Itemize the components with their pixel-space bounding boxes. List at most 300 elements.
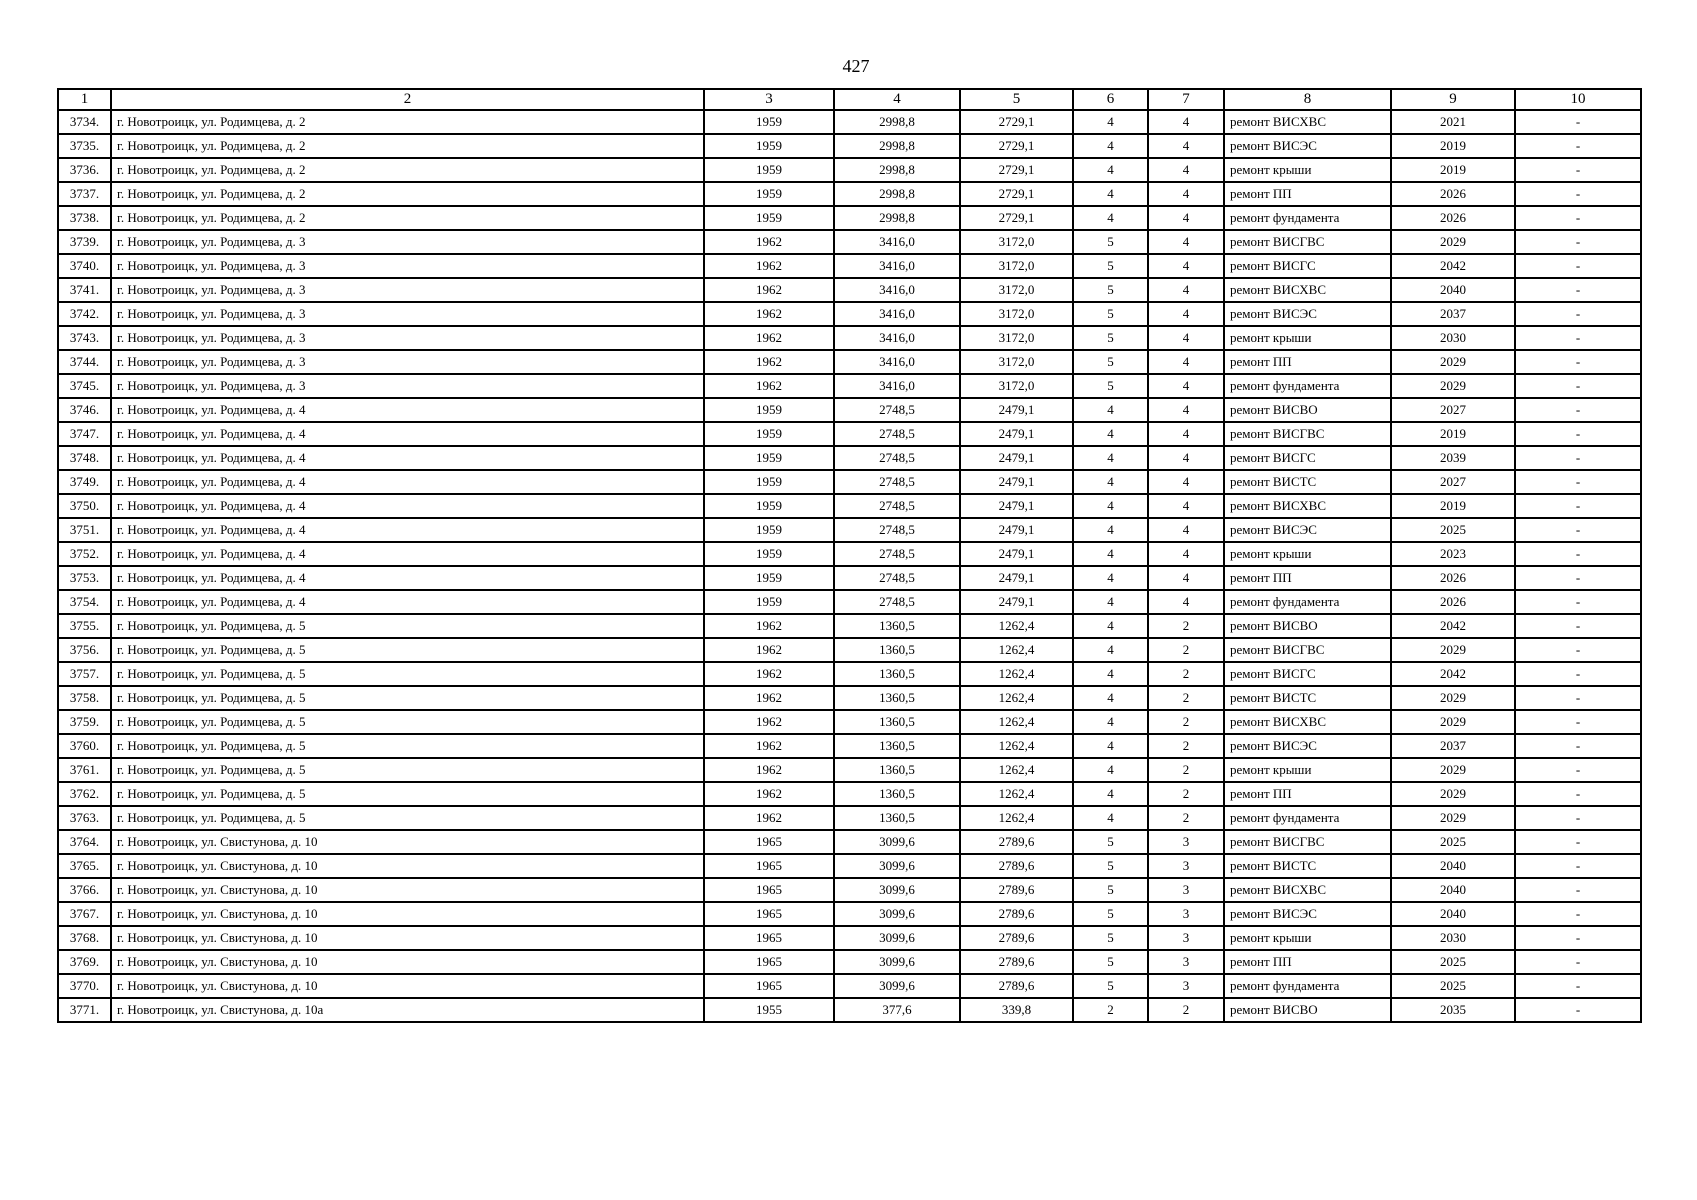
column-header: 8 — [1224, 89, 1391, 110]
address-cell: г. Новотроицк, ул. Родимцева, д. 4 — [111, 590, 704, 614]
table-row — [58, 494, 1641, 518]
column-header: 4 — [834, 89, 960, 110]
year-built-cell: 1959 — [704, 110, 834, 134]
table-row — [58, 566, 1641, 590]
table-row — [58, 830, 1641, 854]
row-number-cell: 3751. — [58, 518, 111, 542]
repair-year-cell: 2021 — [1391, 110, 1515, 134]
address-cell: г. Новотроицк, ул. Родимцева, д. 5 — [111, 782, 704, 806]
table-row — [58, 782, 1641, 806]
repair-year-cell: 2026 — [1391, 566, 1515, 590]
repair-type-cell: ремонт ВИСХВС — [1224, 710, 1391, 734]
floors-cell: 5 — [1073, 374, 1148, 398]
total-area-cell: 2748,5 — [834, 446, 960, 470]
address-cell: г. Новотроицк, ул. Родимцева, д. 4 — [111, 494, 704, 518]
year-built-cell: 1959 — [704, 590, 834, 614]
floors-cell: 5 — [1073, 926, 1148, 950]
repair-type-cell: ремонт крыши — [1224, 758, 1391, 782]
repair-type-cell: ремонт ВИСГВС — [1224, 638, 1391, 662]
note-cell: - — [1515, 278, 1641, 302]
table-row — [58, 854, 1641, 878]
row-number-cell: 3754. — [58, 590, 111, 614]
year-built-cell: 1959 — [704, 542, 834, 566]
year-built-cell: 1959 — [704, 182, 834, 206]
living-area-cell: 2789,6 — [960, 926, 1073, 950]
table-row — [58, 638, 1641, 662]
living-area-cell: 2729,1 — [960, 206, 1073, 230]
entrances-cell: 3 — [1148, 950, 1224, 974]
living-area-cell: 2479,1 — [960, 590, 1073, 614]
address-cell: г. Новотроицк, ул. Свистунова, д. 10 — [111, 878, 704, 902]
table-row — [58, 758, 1641, 782]
repair-type-cell: ремонт ВИСТС — [1224, 854, 1391, 878]
table-row — [58, 950, 1641, 974]
header-row — [58, 89, 1641, 110]
year-built-cell: 1965 — [704, 830, 834, 854]
total-area-cell: 1360,5 — [834, 782, 960, 806]
address-cell: г. Новотроицк, ул. Свистунова, д. 10 — [111, 974, 704, 998]
floors-cell: 4 — [1073, 158, 1148, 182]
note-cell: - — [1515, 662, 1641, 686]
repair-year-cell: 2025 — [1391, 950, 1515, 974]
total-area-cell: 2998,8 — [834, 110, 960, 134]
repair-year-cell: 2025 — [1391, 830, 1515, 854]
repair-year-cell: 2035 — [1391, 998, 1515, 1022]
entrances-cell: 3 — [1148, 854, 1224, 878]
entrances-cell: 3 — [1148, 926, 1224, 950]
note-cell: - — [1515, 902, 1641, 926]
year-built-cell: 1959 — [704, 446, 834, 470]
floors-cell: 5 — [1073, 854, 1148, 878]
column-header: 1 — [58, 89, 111, 110]
year-built-cell: 1962 — [704, 254, 834, 278]
repair-year-cell: 2037 — [1391, 734, 1515, 758]
note-cell: - — [1515, 398, 1641, 422]
floors-cell: 4 — [1073, 446, 1148, 470]
total-area-cell: 3416,0 — [834, 350, 960, 374]
total-area-cell: 3099,6 — [834, 830, 960, 854]
address-cell: г. Новотроицк, ул. Родимцева, д. 5 — [111, 614, 704, 638]
entrances-cell: 4 — [1148, 110, 1224, 134]
floors-cell: 5 — [1073, 326, 1148, 350]
total-area-cell: 2748,5 — [834, 422, 960, 446]
table-row — [58, 974, 1641, 998]
repair-year-cell: 2027 — [1391, 398, 1515, 422]
living-area-cell: 2789,6 — [960, 830, 1073, 854]
year-built-cell: 1959 — [704, 518, 834, 542]
row-number-cell: 3742. — [58, 302, 111, 326]
repair-type-cell: ремонт ПП — [1224, 950, 1391, 974]
note-cell: - — [1515, 998, 1641, 1022]
living-area-cell: 2729,1 — [960, 182, 1073, 206]
living-area-cell: 339,8 — [960, 998, 1073, 1022]
repair-type-cell: ремонт ВИСТС — [1224, 686, 1391, 710]
table-row — [58, 374, 1641, 398]
year-built-cell: 1962 — [704, 806, 834, 830]
entrances-cell: 4 — [1148, 230, 1224, 254]
repair-year-cell: 2019 — [1391, 134, 1515, 158]
living-area-cell: 2479,1 — [960, 566, 1073, 590]
floors-cell: 4 — [1073, 710, 1148, 734]
repair-year-cell: 2030 — [1391, 326, 1515, 350]
floors-cell: 5 — [1073, 974, 1148, 998]
year-built-cell: 1959 — [704, 398, 834, 422]
entrances-cell: 2 — [1148, 686, 1224, 710]
repair-type-cell: ремонт ВИСЭС — [1224, 134, 1391, 158]
floors-cell: 4 — [1073, 398, 1148, 422]
table-row — [58, 806, 1641, 830]
table-row — [58, 302, 1641, 326]
note-cell: - — [1515, 110, 1641, 134]
repair-type-cell: ремонт ВИСГВС — [1224, 422, 1391, 446]
total-area-cell: 377,6 — [834, 998, 960, 1022]
repair-type-cell: ремонт ВИСЭС — [1224, 902, 1391, 926]
year-built-cell: 1962 — [704, 734, 834, 758]
entrances-cell: 4 — [1148, 206, 1224, 230]
note-cell: - — [1515, 470, 1641, 494]
repair-year-cell: 2040 — [1391, 854, 1515, 878]
total-area-cell: 1360,5 — [834, 710, 960, 734]
living-area-cell: 1262,4 — [960, 782, 1073, 806]
living-area-cell: 2479,1 — [960, 494, 1073, 518]
floors-cell: 5 — [1073, 254, 1148, 278]
note-cell: - — [1515, 230, 1641, 254]
row-number-cell: 3759. — [58, 710, 111, 734]
living-area-cell: 2479,1 — [960, 518, 1073, 542]
living-area-cell: 3172,0 — [960, 374, 1073, 398]
living-area-cell: 2789,6 — [960, 950, 1073, 974]
year-built-cell: 1959 — [704, 206, 834, 230]
address-cell: г. Новотроицк, ул. Родимцева, д. 3 — [111, 350, 704, 374]
living-area-cell: 3172,0 — [960, 230, 1073, 254]
entrances-cell: 3 — [1148, 830, 1224, 854]
year-built-cell: 1965 — [704, 902, 834, 926]
note-cell: - — [1515, 974, 1641, 998]
repair-type-cell: ремонт ВИСГС — [1224, 446, 1391, 470]
note-cell: - — [1515, 326, 1641, 350]
row-number-cell: 3749. — [58, 470, 111, 494]
repair-type-cell: ремонт ВИСТС — [1224, 470, 1391, 494]
row-number-cell: 3766. — [58, 878, 111, 902]
total-area-cell: 1360,5 — [834, 686, 960, 710]
entrances-cell: 2 — [1148, 638, 1224, 662]
table-row — [58, 686, 1641, 710]
floors-cell: 5 — [1073, 902, 1148, 926]
year-built-cell: 1962 — [704, 230, 834, 254]
row-number-cell: 3761. — [58, 758, 111, 782]
year-built-cell: 1962 — [704, 782, 834, 806]
row-number-cell: 3760. — [58, 734, 111, 758]
entrances-cell: 2 — [1148, 662, 1224, 686]
living-area-cell: 2729,1 — [960, 134, 1073, 158]
row-number-cell: 3740. — [58, 254, 111, 278]
repair-type-cell: ремонт ВИСВО — [1224, 398, 1391, 422]
living-area-cell: 2479,1 — [960, 446, 1073, 470]
address-cell: г. Новотроицк, ул. Родимцева, д. 4 — [111, 446, 704, 470]
table-row — [58, 230, 1641, 254]
row-number-cell: 3739. — [58, 230, 111, 254]
floors-cell: 4 — [1073, 662, 1148, 686]
repair-year-cell: 2029 — [1391, 374, 1515, 398]
row-number-cell: 3744. — [58, 350, 111, 374]
entrances-cell: 4 — [1148, 422, 1224, 446]
floors-cell: 5 — [1073, 878, 1148, 902]
living-area-cell: 3172,0 — [960, 326, 1073, 350]
repair-type-cell: ремонт ВИСГВС — [1224, 830, 1391, 854]
year-built-cell: 1962 — [704, 302, 834, 326]
floors-cell: 4 — [1073, 590, 1148, 614]
repair-type-cell: ремонт фундамента — [1224, 590, 1391, 614]
row-number-cell: 3762. — [58, 782, 111, 806]
column-header: 3 — [704, 89, 834, 110]
address-cell: г. Новотроицк, ул. Родимцева, д. 4 — [111, 518, 704, 542]
total-area-cell: 3416,0 — [834, 374, 960, 398]
table-row — [58, 998, 1641, 1022]
repair-type-cell: ремонт ВИСХВС — [1224, 110, 1391, 134]
total-area-cell: 3416,0 — [834, 326, 960, 350]
entrances-cell: 4 — [1148, 254, 1224, 278]
year-built-cell: 1965 — [704, 854, 834, 878]
living-area-cell: 2789,6 — [960, 974, 1073, 998]
note-cell: - — [1515, 134, 1641, 158]
year-built-cell: 1959 — [704, 470, 834, 494]
total-area-cell: 1360,5 — [834, 806, 960, 830]
note-cell: - — [1515, 638, 1641, 662]
repair-year-cell: 2025 — [1391, 518, 1515, 542]
year-built-cell: 1962 — [704, 758, 834, 782]
year-built-cell: 1955 — [704, 998, 834, 1022]
table-row — [58, 134, 1641, 158]
repair-type-cell: ремонт фундамента — [1224, 206, 1391, 230]
floors-cell: 4 — [1073, 638, 1148, 662]
repair-year-cell: 2019 — [1391, 494, 1515, 518]
note-cell: - — [1515, 590, 1641, 614]
year-built-cell: 1962 — [704, 614, 834, 638]
row-number-cell: 3764. — [58, 830, 111, 854]
repair-year-cell: 2026 — [1391, 590, 1515, 614]
note-cell: - — [1515, 734, 1641, 758]
floors-cell: 4 — [1073, 470, 1148, 494]
table-row — [58, 254, 1641, 278]
row-number-cell: 3758. — [58, 686, 111, 710]
row-number-cell: 3747. — [58, 422, 111, 446]
row-number-cell: 3752. — [58, 542, 111, 566]
table-row — [58, 542, 1641, 566]
row-number-cell: 3755. — [58, 614, 111, 638]
living-area-cell: 1262,4 — [960, 614, 1073, 638]
column-header: 2 — [111, 89, 704, 110]
floors-cell: 5 — [1073, 830, 1148, 854]
repair-year-cell: 2030 — [1391, 926, 1515, 950]
year-built-cell: 1959 — [704, 134, 834, 158]
repair-type-cell: ремонт ВИСХВС — [1224, 878, 1391, 902]
row-number-cell: 3746. — [58, 398, 111, 422]
note-cell: - — [1515, 614, 1641, 638]
living-area-cell: 1262,4 — [960, 734, 1073, 758]
repair-year-cell: 2029 — [1391, 758, 1515, 782]
address-cell: г. Новотроицк, ул. Родимцева, д. 4 — [111, 542, 704, 566]
address-cell: г. Новотроицк, ул. Родимцева, д. 4 — [111, 470, 704, 494]
entrances-cell: 4 — [1148, 278, 1224, 302]
floors-cell: 4 — [1073, 206, 1148, 230]
floors-cell: 5 — [1073, 230, 1148, 254]
living-area-cell: 2789,6 — [960, 902, 1073, 926]
note-cell: - — [1515, 446, 1641, 470]
table-row — [58, 158, 1641, 182]
repair-year-cell: 2042 — [1391, 614, 1515, 638]
address-cell: г. Новотроицк, ул. Родимцева, д. 5 — [111, 758, 704, 782]
table-row — [58, 470, 1641, 494]
table-row — [58, 518, 1641, 542]
entrances-cell: 4 — [1148, 518, 1224, 542]
table-row — [58, 590, 1641, 614]
address-cell: г. Новотроицк, ул. Родимцева, д. 2 — [111, 206, 704, 230]
floors-cell: 4 — [1073, 782, 1148, 806]
total-area-cell: 2748,5 — [834, 398, 960, 422]
table-row — [58, 446, 1641, 470]
repair-type-cell: ремонт ВИСХВС — [1224, 494, 1391, 518]
row-number-cell: 3765. — [58, 854, 111, 878]
total-area-cell: 2748,5 — [834, 470, 960, 494]
entrances-cell: 4 — [1148, 590, 1224, 614]
repair-type-cell: ремонт фундамента — [1224, 974, 1391, 998]
repair-year-cell: 2025 — [1391, 974, 1515, 998]
table-row — [58, 350, 1641, 374]
table-row — [58, 902, 1641, 926]
row-number-cell: 3738. — [58, 206, 111, 230]
note-cell: - — [1515, 302, 1641, 326]
living-area-cell: 1262,4 — [960, 662, 1073, 686]
floors-cell: 4 — [1073, 758, 1148, 782]
living-area-cell: 1262,4 — [960, 710, 1073, 734]
table-row — [58, 926, 1641, 950]
row-number-cell: 3770. — [58, 974, 111, 998]
row-number-cell: 3741. — [58, 278, 111, 302]
note-cell: - — [1515, 158, 1641, 182]
entrances-cell: 3 — [1148, 974, 1224, 998]
repair-type-cell: ремонт фундамента — [1224, 374, 1391, 398]
address-cell: г. Новотроицк, ул. Родимцева, д. 5 — [111, 662, 704, 686]
address-cell: г. Новотроицк, ул. Родимцева, д. 2 — [111, 134, 704, 158]
note-cell: - — [1515, 254, 1641, 278]
total-area-cell: 3416,0 — [834, 278, 960, 302]
note-cell: - — [1515, 878, 1641, 902]
address-cell: г. Новотроицк, ул. Родимцева, д. 4 — [111, 566, 704, 590]
repair-year-cell: 2029 — [1391, 710, 1515, 734]
total-area-cell: 2998,8 — [834, 134, 960, 158]
address-cell: г. Новотроицк, ул. Родимцева, д. 3 — [111, 326, 704, 350]
living-area-cell: 2479,1 — [960, 422, 1073, 446]
repair-type-cell: ремонт крыши — [1224, 542, 1391, 566]
floors-cell: 4 — [1073, 542, 1148, 566]
repair-type-cell: ремонт ПП — [1224, 782, 1391, 806]
total-area-cell: 2748,5 — [834, 542, 960, 566]
total-area-cell: 1360,5 — [834, 758, 960, 782]
repair-type-cell: ремонт ВИСХВС — [1224, 278, 1391, 302]
floors-cell: 5 — [1073, 350, 1148, 374]
repair-year-cell: 2039 — [1391, 446, 1515, 470]
note-cell: - — [1515, 566, 1641, 590]
entrances-cell: 4 — [1148, 542, 1224, 566]
year-built-cell: 1962 — [704, 710, 834, 734]
entrances-cell: 2 — [1148, 734, 1224, 758]
repair-year-cell: 2029 — [1391, 782, 1515, 806]
note-cell: - — [1515, 926, 1641, 950]
total-area-cell: 1360,5 — [834, 734, 960, 758]
entrances-cell: 4 — [1148, 326, 1224, 350]
year-built-cell: 1965 — [704, 926, 834, 950]
row-number-cell: 3763. — [58, 806, 111, 830]
entrances-cell: 4 — [1148, 494, 1224, 518]
living-area-cell: 1262,4 — [960, 686, 1073, 710]
living-area-cell: 3172,0 — [960, 254, 1073, 278]
address-cell: г. Новотроицк, ул. Свистунова, д. 10 — [111, 830, 704, 854]
entrances-cell: 4 — [1148, 350, 1224, 374]
table-row — [58, 710, 1641, 734]
repair-year-cell: 2029 — [1391, 638, 1515, 662]
repair-type-cell: ремонт ВИСГВС — [1224, 230, 1391, 254]
address-cell: г. Новотроицк, ул. Родимцева, д. 3 — [111, 254, 704, 278]
repair-type-cell: ремонт ПП — [1224, 566, 1391, 590]
repair-year-cell: 2042 — [1391, 254, 1515, 278]
living-area-cell: 2479,1 — [960, 470, 1073, 494]
address-cell: г. Новотроицк, ул. Родимцева, д. 5 — [111, 686, 704, 710]
repair-year-cell: 2040 — [1391, 878, 1515, 902]
entrances-cell: 3 — [1148, 902, 1224, 926]
entrances-cell: 2 — [1148, 710, 1224, 734]
year-built-cell: 1962 — [704, 374, 834, 398]
address-cell: г. Новотроицк, ул. Родимцева, д. 2 — [111, 110, 704, 134]
floors-cell: 5 — [1073, 950, 1148, 974]
repair-schedule-table — [57, 88, 1642, 1023]
year-built-cell: 1959 — [704, 494, 834, 518]
table-row — [58, 206, 1641, 230]
year-built-cell: 1965 — [704, 950, 834, 974]
living-area-cell: 2789,6 — [960, 878, 1073, 902]
entrances-cell: 4 — [1148, 182, 1224, 206]
year-built-cell: 1962 — [704, 638, 834, 662]
row-number-cell: 3756. — [58, 638, 111, 662]
living-area-cell: 3172,0 — [960, 350, 1073, 374]
repair-year-cell: 2029 — [1391, 230, 1515, 254]
living-area-cell: 2729,1 — [960, 158, 1073, 182]
address-cell: г. Новотроицк, ул. Свистунова, д. 10 — [111, 902, 704, 926]
floors-cell: 2 — [1073, 998, 1148, 1022]
entrances-cell: 3 — [1148, 878, 1224, 902]
table-row — [58, 662, 1641, 686]
address-cell: г. Новотроицк, ул. Родимцева, д. 3 — [111, 230, 704, 254]
repair-year-cell: 2027 — [1391, 470, 1515, 494]
entrances-cell: 4 — [1148, 158, 1224, 182]
table-row — [58, 422, 1641, 446]
total-area-cell: 3416,0 — [834, 230, 960, 254]
repair-type-cell: ремонт ВИСЭС — [1224, 734, 1391, 758]
floors-cell: 4 — [1073, 614, 1148, 638]
year-built-cell: 1965 — [704, 878, 834, 902]
repair-year-cell: 2040 — [1391, 902, 1515, 926]
total-area-cell: 3099,6 — [834, 902, 960, 926]
total-area-cell: 2998,8 — [834, 158, 960, 182]
row-number-cell: 3753. — [58, 566, 111, 590]
year-built-cell: 1962 — [704, 686, 834, 710]
address-cell: г. Новотроицк, ул. Родимцева, д. 4 — [111, 398, 704, 422]
note-cell: - — [1515, 854, 1641, 878]
column-header: 9 — [1391, 89, 1515, 110]
repair-type-cell: ремонт ВИСЭС — [1224, 302, 1391, 326]
floors-cell: 4 — [1073, 422, 1148, 446]
address-cell: г. Новотроицк, ул. Родимцева, д. 3 — [111, 278, 704, 302]
total-area-cell: 3099,6 — [834, 878, 960, 902]
